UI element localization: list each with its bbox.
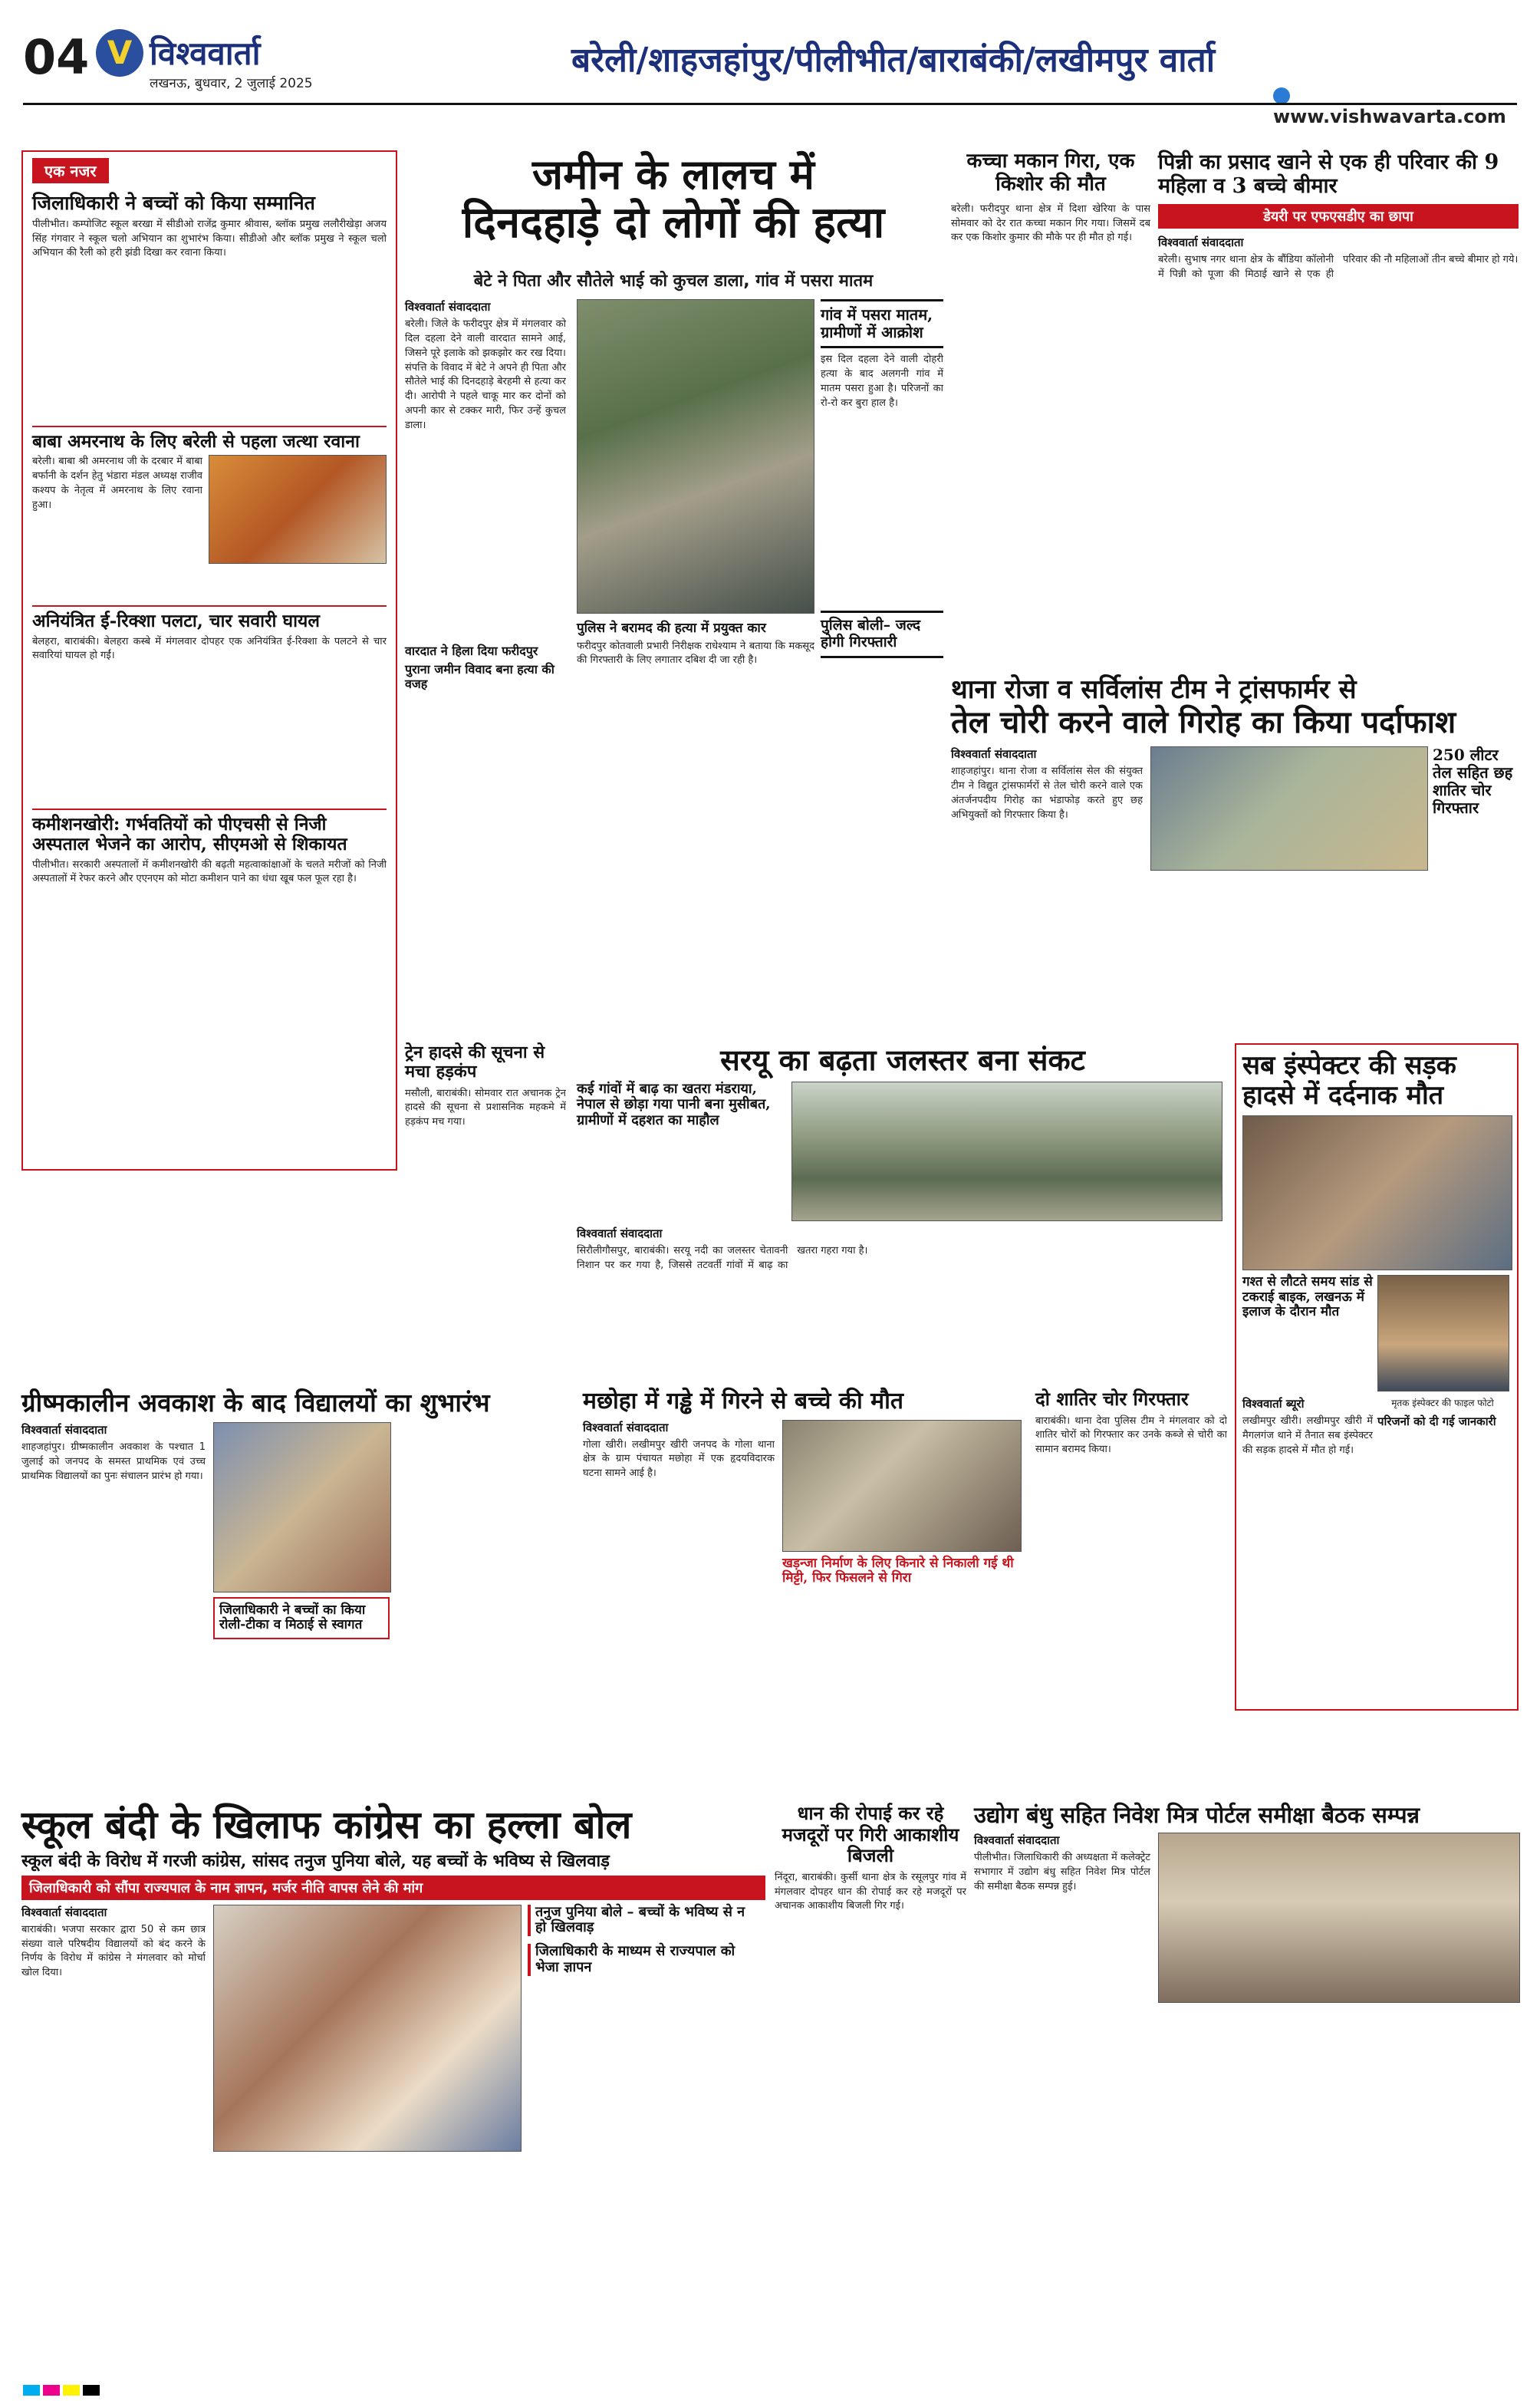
divider <box>32 426 387 427</box>
brief-1-text: पीलीभीत। कम्पोजिट स्कूल बरखा में सीडीओ राजेंद्र कुमार श्रीवास, ब्लॉक प्रमुख ललौरीखेड़ा अजय सिंह गंगवार ने स्कूल चलो अभियान का शुभारंभ किया। सीडीओ और ब्लॉक प्रमुख ने स्कूल चलो अभियान की रैली को हरी झंडी दिखा कर रवाना किया। <box>32 218 387 259</box>
dateline-date: बुधवार, 2 जुलाई 2025 <box>195 76 313 91</box>
school-open-byline: विश्ववार्ता संवाददाता <box>21 1422 107 1437</box>
divider <box>32 605 387 607</box>
pilgrims-photo <box>209 455 387 564</box>
pond-text: गोला खीरी। लखीमपुर खीरी जनपद के गोला थाना क्षेत्र के ग्राम पंचायत मछोहा में एक हृदयविदारक घटना सामने आई है। <box>583 1438 775 1480</box>
brief-4-title: कमीशनखोरी: गर्भवतियों को पीएचसी से निजी अस्पताल भेजने का आरोप, सीएमओ से शिकायत <box>32 813 347 855</box>
inspector-sub-head: परिजनों को दी गई जानकारी <box>1377 1415 1496 1429</box>
lightning-headline: धान की रोपाई कर रहे मजदूरों पर गिरी आकाशीय बिजली <box>782 1802 959 1867</box>
brief-1-title: जिलाधिकारी ने बच्चों को किया सम्मानित <box>32 192 315 214</box>
congress-text: बाराबंकी। भजपा सरकार द्वारा 50 से कम छात्र संख्या वाले परिषदीय विद्यालयों को बंद करने के निर्णय के विरोध में कांग्रेस ने मंगलवार को मोर्चा खोल दिया। <box>21 1923 206 1979</box>
oil-story <box>951 675 1519 1036</box>
congress-subhead: स्कूल बंदी के विरोध में गरजी कांग्रेस, सांसद तनुज पुनिया बोले, यह बच्चों के भविष्य से खिलवाड़ <box>21 1850 610 1871</box>
prasad-byline: विश्ववार्ता संवाददाता <box>1158 235 1244 250</box>
lead-side-text: इस दिल दहला देने वाली दोहरी हत्या के बाद अलगनी गांव में मातम पसरा हुआ है। परिजनों का रो-रो कर बुरा हाल है। <box>821 354 943 409</box>
house-story <box>951 150 1150 672</box>
inspector-portrait-photo <box>1377 1275 1509 1392</box>
lightning-text: निंदूरा, बाराबंकी। कुर्सी थाना क्षेत्र के रसूलपुर गांव में मंगलवार दोपहर धान की रोपाई कर रहे मजदूरों पर अचानक आकाशीय बिजली गिर गई। <box>775 1871 966 1912</box>
prasad-text: बरेली। सुभाष नगर थाना क्षेत्र के बौंडिया कॉलोनी में पिन्नी को पूजा की मिठाई खाने से एक ही परिवार की नौ महिलाओं तीन बच्चे बीमार हो गये। <box>1158 254 1519 280</box>
lead-text: बरेली। जिले के फरीदपुर क्षेत्र में मंगलवार को दिल दहला देने वाली वारदात सामने आई, जिसने पूरे इलाके को झकझोर कर रख दिया। संपत्ति के विवाद में बेटे ने अपने ही पिता और सौतेले भाई की दिनदहाड़े बेरहमी से हत्या कर दी। आरोपी ने पहले चाकू मार कर दोनों को अपनी कार से टक्कर मारी, फिर उन्हें कुचल डाला। <box>405 318 566 431</box>
dateline-city: लखनऊ, <box>150 76 191 91</box>
congress-point-1: तनुज पुनिया बोले – बच्चों के भविष्य से न हो खिलवाड़ <box>528 1905 758 1936</box>
congress-tag: जिलाधिकारी को सौंपा राज्यपाल के नाम ज्ञापन, मर्जर नीति वापस लेने की मांग <box>21 1876 765 1900</box>
congress-headline: स्कूल बंदी के खिलाफ कांग्रेस का हल्ला बोल <box>21 1802 632 1847</box>
lead-dispute-head: वारदात ने हिला दिया फरीदपुर <box>405 644 538 658</box>
inspector-story <box>1235 1043 1519 1711</box>
saryu-byline: विश्ववार्ता संवाददाता <box>577 1226 663 1240</box>
train-story <box>405 1043 566 1381</box>
inspector-text: लखीमपुर खीरी। लखीमपुर खीरी में मैगलगंज थाने में तैनात सब इंस्पेक्टर की सड़क हादसे में मौत हो गई। <box>1242 1415 1373 1456</box>
brand-logo-icon: V <box>96 29 143 77</box>
house-text: बरेली। फरीदपुर थाना क्षेत्र में दिशा खेरिया के पास सोमवार को देर रात कच्चा मकान गिर गया। जिसमें दब कर एक किशोर कुमार की मौके पर ही मौत हो गई। <box>951 203 1150 244</box>
lead-subhead: बेटे ने पिता और सौतेले भाई को कुचल डाला, गांव में पसरा मातम <box>473 272 874 291</box>
inspector-small-caption: मृतक इंस्पेक्टर की फाइल फोटो <box>1391 1398 1494 1409</box>
lead-police-text: फरीदपुर कोतवाली प्रभारी निरीक्षक राधेश्याम ने बताया कि मकसूद की गिरफ्तारी के लिए लगातार दबिश दी जा रही है। <box>577 640 814 667</box>
brief-4-text: पीलीभीत। सरकारी अस्पतालों में कमीशनखोरी की बढ़ती महत्वाकांक्षाओं के चलते मरीजों को निजी अस्पतालों में रेफर करने और एएनएम को मोटा कमीशन पाने का धंधा खूब फल फूल रहा है। <box>32 858 387 885</box>
brief-2-title: बाबा अमरनाथ के लिए बरेली से पहला जत्था रवाना <box>32 430 360 452</box>
congress-text-cont-2 <box>528 1984 758 2291</box>
thieves-text: बाराबंकी। थाना देवा पुलिस टीम ने मंगलवार को दो शातिर चोरों को गिरफ्तार कर उनके कब्जे से चोरी का सामान बरामद किया। <box>1035 1415 1227 1456</box>
school-open-text: शाहजहांपुर। ग्रीष्मकालीन अवकाश के पश्चात 1 जुलाई को जनपद के समस्त प्राथमिक एवं उच्च प्राथमिक विद्यालयों का पुनः संचालन प्रारंभ हो गया। <box>21 1441 206 1482</box>
udyog-story <box>974 1803 1519 2386</box>
inspector-hospital-photo <box>1242 1115 1512 1270</box>
thieves-headline: दो शातिर चोर गिरफ्तार <box>1035 1388 1189 1410</box>
oil-photo-caption: 250 लीटर तेल सहित छह शातिर चोर गिरफ्तार <box>1433 746 1513 818</box>
school-open-headline: ग्रीष्मकालीन अवकाश के बाद विद्यालयों का शुभारंभ <box>21 1388 490 1418</box>
lead-headline-block <box>405 150 942 258</box>
globe-icon <box>1273 87 1290 104</box>
lead-headline-2: दिनदहाड़े दो लोगों की हत्या <box>462 197 885 249</box>
brief-3-text: बेलहरा, बाराबंकी। बेलहरा कस्बे में मंगलवार दोपहर एक अनियंत्रित ई-रिक्शा के पलटने से चार सवारियां घायल हो गईं। <box>32 635 387 662</box>
train-text: मसौली, बाराबंकी। सोमवार रात अचानक ट्रेन हादसे की सूचना से प्रशासनिक महकमे में हड़कंप मच गया। <box>405 1087 566 1128</box>
school-open-text-cont <box>397 1422 574 1775</box>
saryu-text: सिरौलीगौसपुर, बाराबंकी। सरयू नदी का जलस्तर चेतावनी निशान पर कर गया है, जिससे तटवर्ती गांवों में बाढ़ का खतरा गहरा गया है। <box>577 1244 868 1271</box>
lead-custody-head: पुलिस ने बरामद की हत्या में प्रयुक्त कार <box>577 621 766 636</box>
oil-text: शाहजहांपुर। थाना रोजा व सर्विलांस सेल की संयुक्त टीम ने विद्युत ट्रांसफार्मरों से तेल चोरी करने वाले एक अंतर्जनपदीय गिरोह का भंडाफोड़ करते हुए छह अभियुक्तों को गिरफ्तार किया है। <box>951 766 1143 821</box>
congress-story <box>21 1803 765 2386</box>
lead-byline: विश्ववार्ता संवाददाता <box>405 300 491 314</box>
udyog-meeting-photo <box>1158 1833 1520 2003</box>
pond-text-cont <box>782 1591 1020 1760</box>
train-headline: ट्रेन हादसे की सूचना से मचा हड़कंप <box>405 1042 545 1082</box>
brief-2-text: बरेली। बाबा श्री अमरनाथ जी के दरबार में बाबा बर्फानी के दर्शन हेतु भंडारा मंडल अध्यक्ष राजीव कश्यप के नेतृत्व में अमरनाथ के लिए रवाना हुआ। <box>32 456 202 511</box>
inspector-headline-2: हादसे में दर्दनाक मौत <box>1242 1080 1444 1112</box>
saryu-story <box>577 1043 1229 1381</box>
lead-old-head: पुराना जमीन विवाद बना हत्या की वजह <box>405 662 554 691</box>
oil-arrest-photo <box>1150 746 1428 871</box>
school-open-photo <box>213 1422 391 1592</box>
udyog-text-cont <box>1158 2007 1519 2330</box>
house-headline: कच्चा मकान गिरा, एक किशोर की मौत <box>966 150 1135 196</box>
pond-photo <box>782 1420 1022 1552</box>
congress-text-cont <box>213 2156 520 2325</box>
brief-tag: एक नजर <box>32 158 109 183</box>
oil-byline: विश्ववार्ता संवाददाता <box>951 747 1037 762</box>
school-open-story <box>21 1388 574 1787</box>
lead-col-3 <box>821 299 943 1028</box>
inspector-photo-caption: गश्त से लौटते समय सांड से टकराई बाइक, लखनऊ में इलाज के दौरान मौत <box>1242 1274 1373 1320</box>
lead-side-head: गांव में पसरा मातम, ग्रामीणों में आक्रोश <box>821 305 933 341</box>
lead-police-head: पुलिस बोली– जल्द होगी गिरफ्तारी <box>821 617 921 650</box>
prasad-tag: डेयरी पर एफएसडीए का छापा <box>1158 204 1519 229</box>
brief-column <box>21 150 397 1171</box>
lead-col-1 <box>405 299 566 1028</box>
pond-caption: खड़न्जा निर्माण के लिए किनारे से निकाली गई थी मिट्टी, फिर फिसलने से गिरा <box>782 1555 1014 1586</box>
pond-story <box>583 1388 1028 1787</box>
udyog-text: पीलीभीत। जिलाधिकारी की अध्यक्षता में कलेक्ट्रेट सभागार में उद्योग बंधु सहित निवेश मित्र पोर्टल की समीक्षा बैठक सम्पन्न हुई। <box>974 1852 1150 1893</box>
pond-byline: विश्ववार्ता संवाददाता <box>583 1420 669 1434</box>
school-open-caption-box <box>213 1597 390 1639</box>
oil-headline-1: थाना रोजा व सर्विलांस टीम ने ट्रांसफार्मर से <box>951 674 1357 705</box>
inspector-headline-1: सब इंस्पेक्टर की सड़क <box>1242 1050 1456 1081</box>
edition-title: बरेली/शाहजहांपुर/पीलीभीत/बाराबंकी/लखीमपुर वार्ता <box>571 41 1216 80</box>
inspector-byline: विश्ववार्ता ब्यूरो <box>1242 1397 1305 1411</box>
lead-photo-crowd <box>577 299 814 614</box>
page-number: 04 <box>23 29 90 85</box>
divider <box>32 809 387 810</box>
lead-col-2 <box>577 621 814 1020</box>
masthead <box>23 21 1517 127</box>
udyog-byline: विश्ववार्ता संवाददाता <box>974 1833 1060 1848</box>
lightning-story <box>775 1803 966 2386</box>
saryu-deck: कई गांवों में बाढ़ का खतरा मंडराया, नेपाल से छोड़ा गया पानी बना मुसीबत, ग्रामीणों में दहशत का माहौल <box>577 1080 771 1129</box>
congress-photo <box>213 1905 522 2152</box>
oil-headline-2: तेल चोरी करने वाले गिरोह का किया पर्दाफाश <box>951 704 1456 741</box>
brand-name: विश्ववार्ता <box>150 35 261 72</box>
udyog-headline: उद्योग बंधु सहित निवेश मित्र पोर्टल समीक्षा बैठक सम्पन्न <box>974 1802 1420 1828</box>
congress-point-2: जिलाधिकारी के माध्यम से राज्यपाल को भेजा ज्ञापन <box>528 1944 758 1975</box>
oil-text-cont <box>1150 875 1519 990</box>
pond-headline: मछोहा में गड्ढे में गिरने से बच्चे की मौत <box>583 1388 903 1415</box>
lead-headline-1: जमीन के लालच में <box>532 150 814 199</box>
lead-police-box <box>821 611 943 658</box>
dateline <box>150 74 313 91</box>
lead-side-box <box>821 299 943 348</box>
prasad-headline: पिन्नी का प्रसाद खाने से एक ही परिवार की 9 महिला व 3 बच्चे बीमार <box>1158 150 1499 199</box>
saryu-headline: सरयू का बढ़ता जलस्तर बना संकट <box>720 1042 1085 1077</box>
print-color-strip <box>23 2384 1517 2396</box>
masthead-rule <box>23 103 1517 105</box>
thieves-story <box>1035 1388 1227 1787</box>
brief-3-title: अनियंत्रित ई-रिक्शा पलटा, चार सवारी घायल <box>32 611 320 632</box>
congress-byline: विश्ववार्ता संवाददाता <box>21 1905 107 1919</box>
website-link[interactable]: www.vishwavarta.com <box>1273 84 1517 127</box>
school-open-caption: जिलाधिकारी ने बच्चों का किया रोली-टीका व मिठाई से स्वागत <box>219 1602 366 1633</box>
prasad-story <box>1158 150 1519 672</box>
saryu-river-photo <box>791 1082 1222 1221</box>
